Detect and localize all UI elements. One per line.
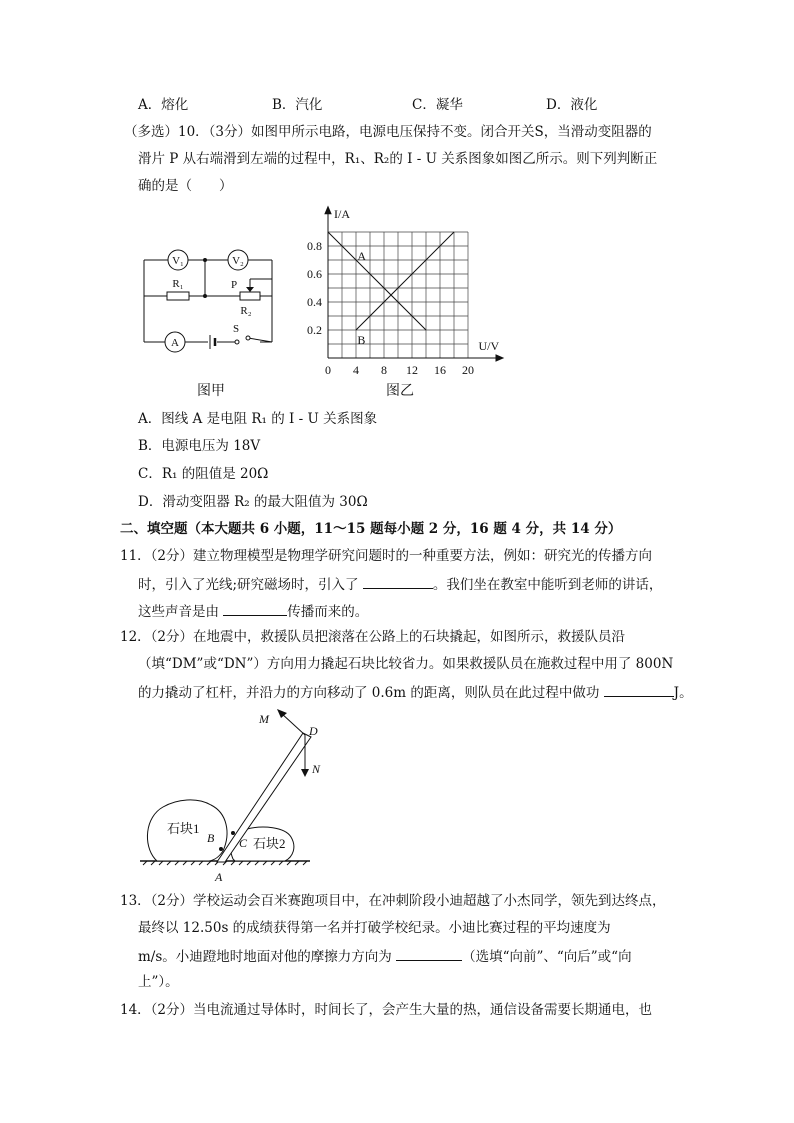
lever-figure (135, 705, 335, 885)
q10-option-a[interactable]: A．图线 A 是电阻 R₁ 的 I - U 关系图象 (138, 411, 378, 427)
iu-chart (290, 200, 520, 385)
q11-line2 (138, 573, 662, 595)
q11-line1: 11．（2分）建立物理模型是物理学研究问题时的一种重要方法，例如：研究光的传播方向 (120, 548, 653, 564)
q11-blank-1[interactable] (363, 573, 433, 589)
q12-line3-a: 的力撬动了杠杆，并沿力的方向移动了 0.6m 的距离，则队员在此过程中做功 (138, 685, 600, 701)
y-axis-arrow-icon (325, 207, 331, 214)
y-tick-label: 0.2 (307, 323, 322, 337)
rheostat-r2-icon (240, 292, 260, 300)
q12-line1: 12．（2分）在地震中，救援队员把滚落在公路上的石块撬起，如图所示，救援队员沿 (120, 629, 626, 645)
q13-line1: 13．（2分）学校运动会百米赛跑项目中，在冲刺阶段小迪超越了小杰同学，领先到达终点， (120, 893, 666, 909)
label-n: N (312, 762, 321, 776)
series-line-b (356, 232, 454, 330)
battery-icon (210, 335, 215, 349)
circuit-diagram (130, 232, 290, 372)
x-tick-label: 16 (434, 363, 446, 377)
r2-label: R₂ (240, 305, 252, 317)
q11-line3 (138, 600, 368, 622)
label-d: D (309, 724, 318, 738)
q11-line3-a: 这些声音是由 (138, 604, 219, 620)
x-tick-label: 20 (462, 363, 474, 377)
slider-arrow-icon (246, 287, 254, 292)
label-b: B (207, 831, 215, 845)
y-tick-label: 0.4 (307, 295, 322, 309)
section2-heading: 二、填空题（本大题共 6 小题，11～15 题每小题 2 分，16 题 4 分，共 14 分） (120, 521, 622, 537)
q10-option-d[interactable]: D．滑动变阻器 R₂ 的最大阻值为 30Ω (138, 494, 368, 510)
label-m: M (259, 712, 269, 726)
r1-label: R₁ (172, 278, 184, 290)
q9-option-b[interactable]: B．汽化 (272, 97, 323, 113)
q9-option-d[interactable]: D．液化 (546, 97, 598, 113)
q10-option-c[interactable]: C．R₁ 的阻值是 20Ω (138, 466, 269, 482)
x-tick-label: 8 (381, 363, 387, 377)
x-axis-arrow-icon (496, 355, 503, 361)
label-stone-1: 石块1 (167, 821, 200, 836)
q10-option-b[interactable]: B．电源电压为 18V (138, 438, 261, 454)
y-tick-label: 0.6 (307, 267, 322, 281)
series-line-a (328, 232, 426, 330)
q11-line2-b: 。我们坐在教室中能听到老师的讲话， (432, 577, 663, 593)
q12-line2: （填“DM”或“DN”）方向用力撬起石块比较省力。如果救援队员在施救过程中用了 800N (138, 656, 674, 672)
y-axis-label: I/A (334, 206, 350, 221)
v2-label: V₂ (232, 255, 244, 267)
q13-blank-friction[interactable] (396, 945, 462, 961)
x-tick-label: 4 (353, 363, 359, 377)
circuit-caption: 图甲 (197, 383, 225, 399)
q13-line3-b: （选填“向前”、“向后”或“向 (462, 949, 632, 965)
x-tick-label: 0 (325, 363, 331, 377)
label-c: C (239, 836, 248, 850)
x-axis-label: U/V (478, 339, 500, 353)
v1-label: V₁ (172, 255, 184, 267)
q12-line3-b: J。 (673, 685, 693, 701)
ammeter-label: A (171, 337, 179, 349)
q14-line1: 14．（2分）当电流通过导体时，时间长了，会产生大量的热，通信设备需要长期通电，也 (120, 1002, 653, 1018)
q12-line3 (138, 681, 693, 703)
label-a: A (215, 870, 223, 884)
q11-line2-a: 时，引入了光线;研究磁场时，引入了 (138, 577, 359, 593)
q13-line4: 上”）。 (138, 974, 179, 990)
label-stone-2: 石块2 (253, 836, 286, 851)
q13-line3 (138, 945, 632, 967)
q11-blank-2[interactable] (223, 600, 287, 616)
q9-option-c[interactable]: C．凝华 (412, 97, 463, 113)
q13-line3-a: m/s。小迪蹬地时地面对他的摩擦力方向为 (138, 949, 392, 965)
resistor-r1-icon (167, 292, 189, 300)
switch-icon[interactable] (235, 336, 250, 344)
q13-line2: 最终以 12.50s 的成绩获得第一名并打破学校纪录。小迪比赛过程的平均速度为 (138, 920, 611, 936)
chart-caption: 图乙 (386, 383, 414, 399)
s-label: S (232, 323, 240, 335)
q9-option-a[interactable]: A．熔化 (138, 97, 189, 113)
q10-stem-line3: 确的是（ ） (138, 178, 233, 194)
x-tick-label: 12 (406, 363, 418, 377)
q10-stem-line2: 滑片 P 从右端滑到左端的过程中，R₁、R₂的 I - U 关系图象如图乙所示。则下列判断正 (138, 151, 658, 167)
series-label-b: B (357, 333, 366, 347)
q10-stem-line1: （多选）10．（3分）如图甲所示电路，电源电压保持不变。闭合开关S，当滑动变阻器的 (124, 124, 652, 140)
q11-line3-b: 传播而来的。 (287, 604, 369, 620)
p-label: P (230, 279, 238, 291)
y-tick-label: 0.8 (307, 239, 322, 253)
series-label-a: A (357, 249, 367, 263)
q12-blank-work[interactable] (604, 681, 674, 697)
force-dm-arrow (277, 709, 305, 735)
